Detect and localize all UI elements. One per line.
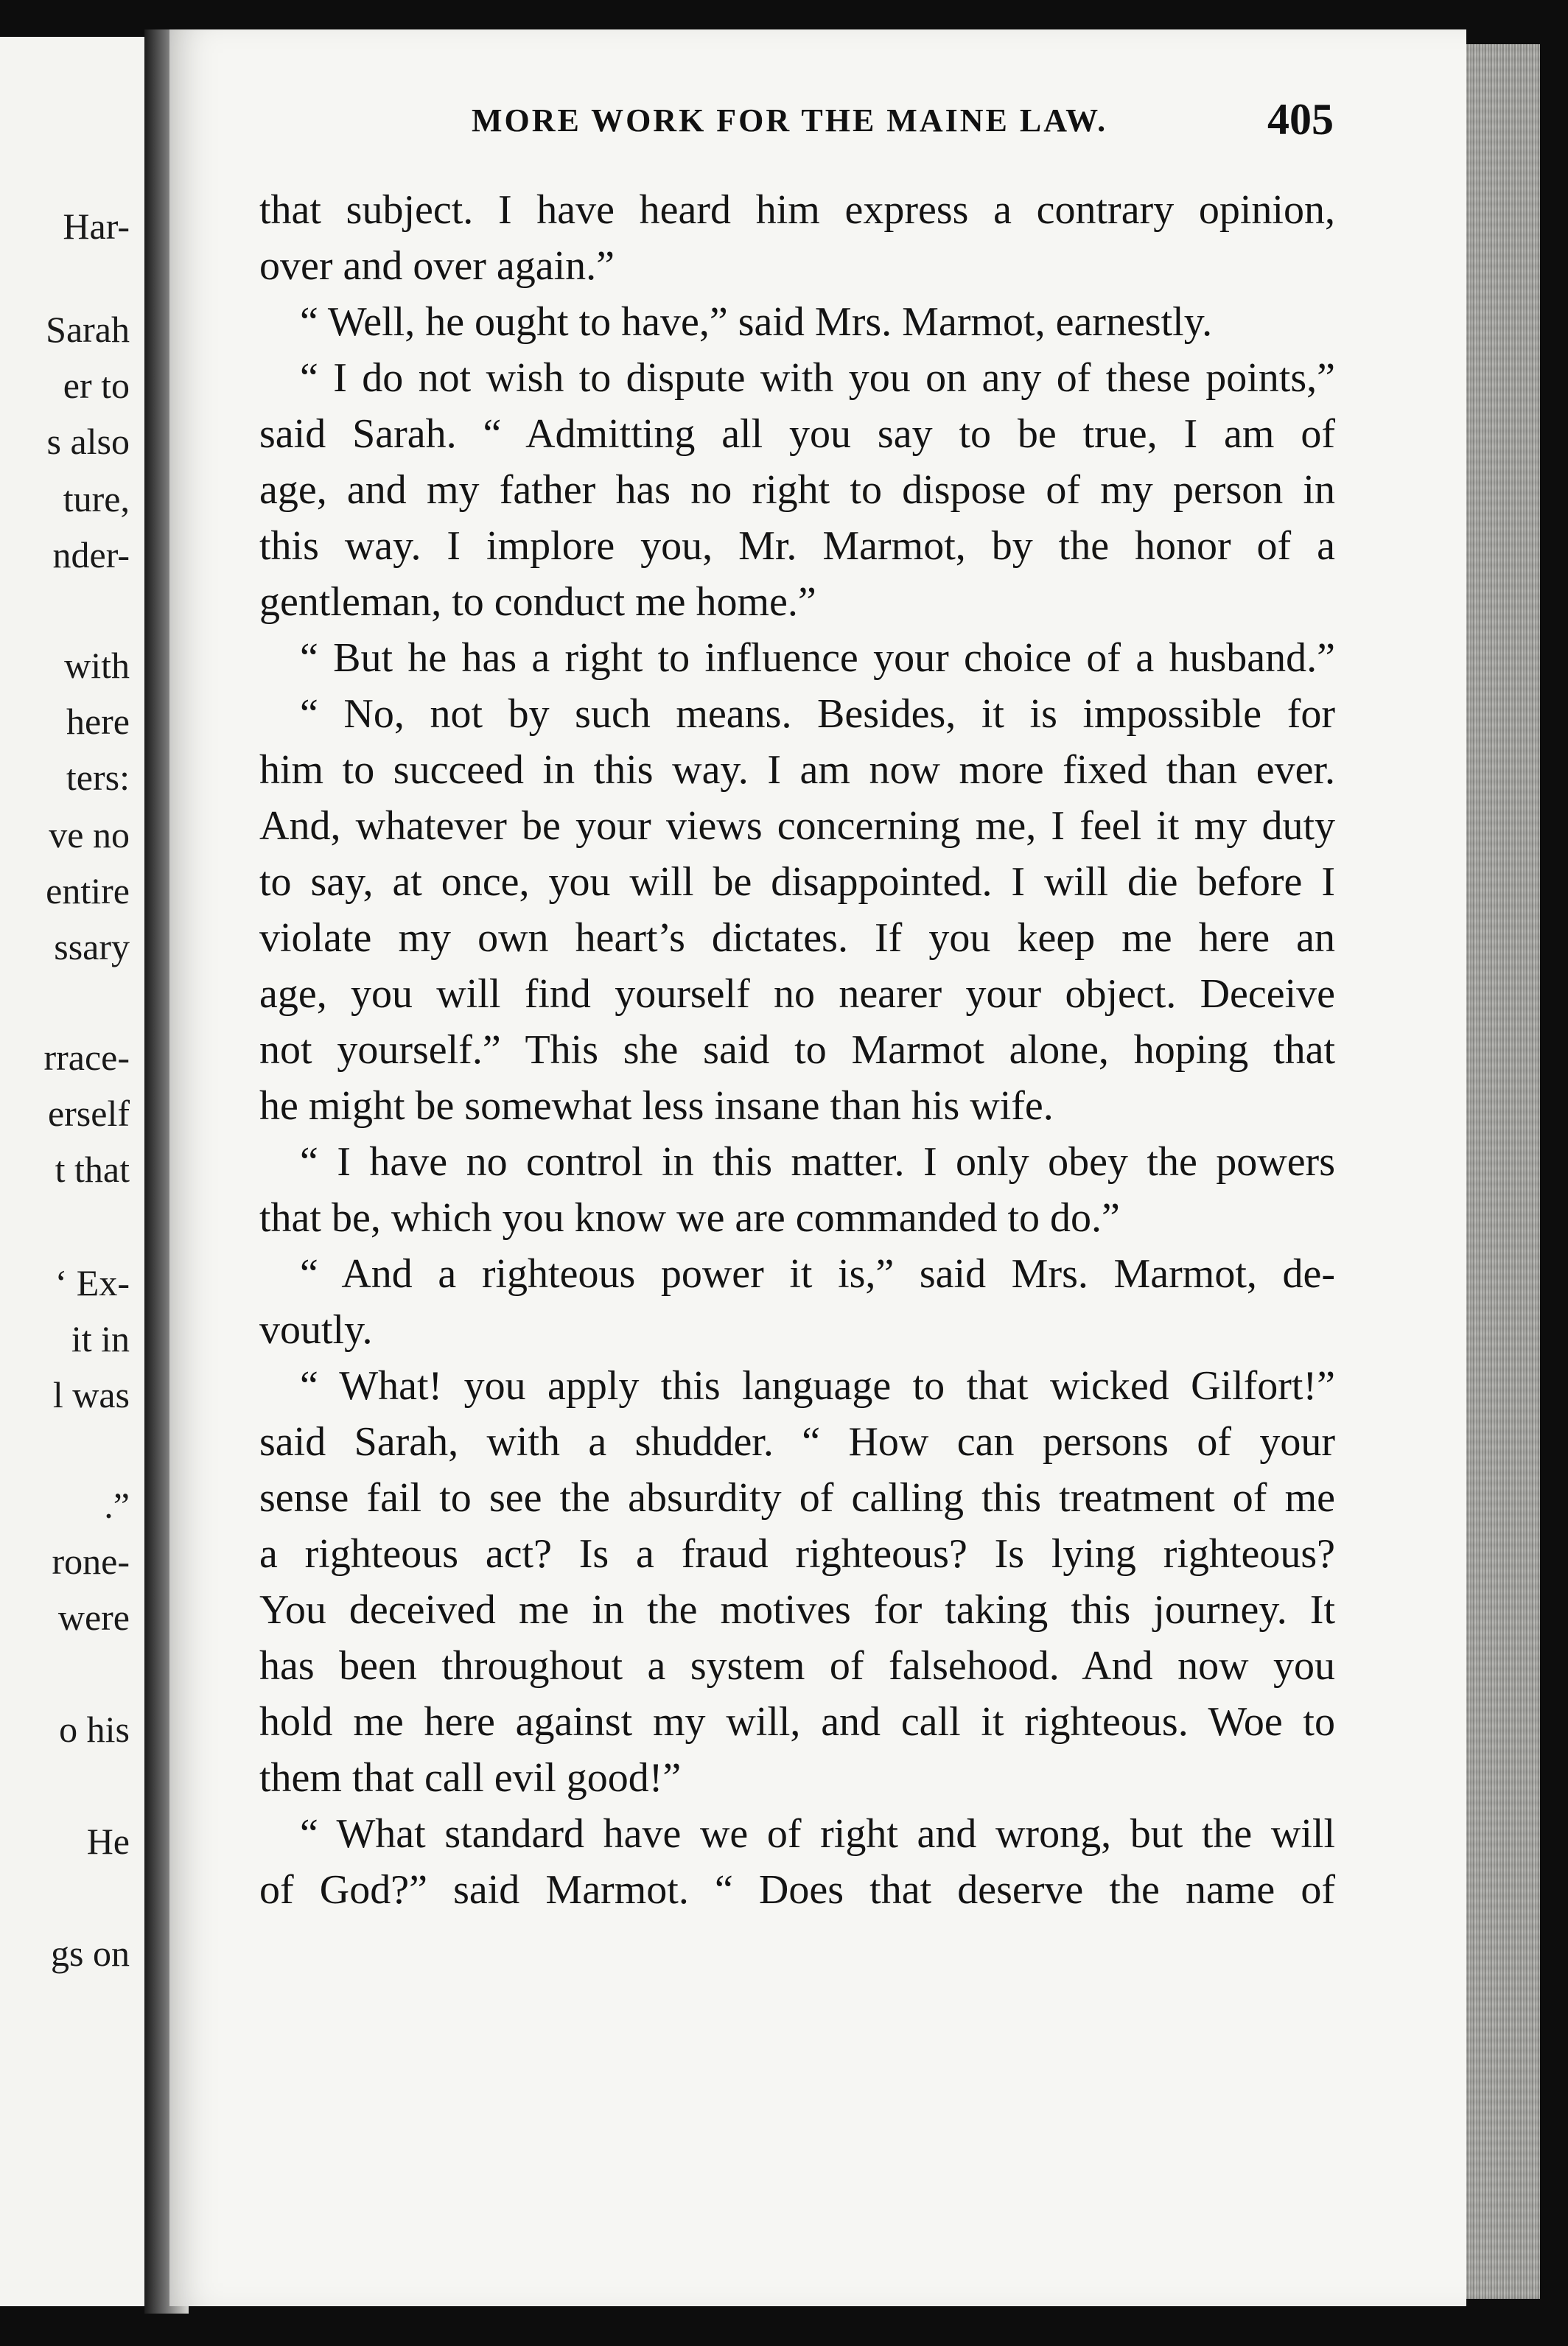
text-line: this way. I implore you, Mr. Marmot, by the honor of a <box>259 523 1335 569</box>
left-page-fragment: ssary <box>54 926 130 967</box>
running-head <box>243 94 1334 146</box>
text-line: that subject. I have heard him express a contrary opinion, <box>259 187 1335 233</box>
left-page-fragment: l was <box>52 1374 130 1415</box>
left-page-fragment: nder- <box>52 534 130 575</box>
text-line: said Sarah. “ Admitting all you say to be true, I am of <box>259 411 1335 457</box>
text-line: violate my own heart’s dictates. If you keep me here an <box>259 915 1335 961</box>
left-page-fragment: s also <box>46 421 130 462</box>
left-page-fragment: t that <box>55 1149 130 1190</box>
text-line: said Sarah, with a shudder. “ How can persons of your <box>259 1419 1335 1465</box>
left-facing-page <box>0 37 147 2306</box>
left-page-fragment: erself <box>47 1093 130 1134</box>
text-line: them that call evil good!” <box>259 1755 682 1801</box>
left-page-fragment: .” <box>104 1485 130 1526</box>
text-line: a righteous act? Is a fraud righteous? Is lying righteous? <box>259 1531 1335 1577</box>
text-line: gentleman, to conduct me home.” <box>259 579 816 625</box>
text-line: “ I have no control in this matter. I only obey the powers <box>300 1139 1335 1185</box>
left-page-fragment: o his <box>59 1709 130 1750</box>
page-number: 405 <box>1267 95 1334 144</box>
left-page-fragment: were <box>57 1597 130 1638</box>
left-page-fragment: ‘ Ex- <box>55 1262 130 1303</box>
left-page-fragment: Har- <box>63 206 130 247</box>
text-line: he might be somewhat less insane than his wife. <box>259 1083 1054 1129</box>
text-line: age, you will find yourself no nearer your object. Deceive <box>259 971 1335 1017</box>
text-line: to say, at once, you will be disappointed. I will die before I <box>259 859 1335 905</box>
text-line: him to succeed in this way. I am now more fixed than ever. <box>259 747 1335 793</box>
text-line: of God?” said Marmot. “ Does that deserve the name of <box>259 1867 1335 1913</box>
text-line: “ But he has a right to influence your choice of a husband.” <box>300 635 1335 681</box>
left-page-fragment: rrace- <box>43 1037 130 1078</box>
text-line: “ I do not wish to dispute with you on any of these points,” <box>300 355 1335 401</box>
left-page-fragment: ters: <box>66 757 130 798</box>
left-page-fragment: gs on <box>51 1933 130 1974</box>
text-line: “ Well, he ought to have,” said Mrs. Marmot, earnestly. <box>300 299 1213 345</box>
left-page-fragment: er to <box>63 365 130 406</box>
text-line: “ What! you apply this language to that wicked Gilfort!” <box>300 1363 1335 1409</box>
page-edges <box>1466 44 1540 2299</box>
text-line: “ No, not by such means. Besides, it is impossible for <box>300 691 1335 737</box>
text-line: “ What standard have we of right and wrong, but the will <box>300 1811 1335 1857</box>
left-page-fragment: here <box>66 701 130 742</box>
text-line: that be, which you know we are commanded to do.” <box>259 1195 1120 1241</box>
left-page-fragment: entire <box>46 870 130 911</box>
text-line: not yourself.” This she said to Marmot alone, hoping that <box>259 1027 1335 1073</box>
left-page-fragment: ve no <box>49 814 130 855</box>
left-page-fragment: it in <box>71 1318 130 1359</box>
text-line: You deceived me in the motives for taking this journey. It <box>259 1587 1335 1633</box>
left-page-fragment: rone- <box>52 1541 130 1582</box>
text-line: voutly. <box>259 1307 373 1353</box>
text-line: age, and my father has no right to dispose of my person in <box>259 467 1335 513</box>
left-page-fragment: He <box>86 1821 130 1862</box>
left-page-fragment: Sarah <box>46 309 130 350</box>
text-line: over and over again.” <box>259 243 615 289</box>
left-page-fragment: ture, <box>63 478 130 519</box>
text-line: sense fail to see the absurdity of calling this treatment of me <box>259 1475 1335 1521</box>
left-page-fragment: with <box>64 645 130 686</box>
text-line: has been throughout a system of falsehood. And now you <box>259 1643 1335 1689</box>
running-head-title: MORE WORK FOR THE MAINE LAW. <box>472 102 1108 139</box>
text-line: And, whatever be your views concerning me, I feel it my duty <box>259 803 1335 849</box>
text-line: hold me here against my will, and call it righteous. Woe to <box>259 1699 1335 1745</box>
text-line: “ And a righteous power it is,” said Mrs. Marmot, de- <box>300 1251 1335 1297</box>
